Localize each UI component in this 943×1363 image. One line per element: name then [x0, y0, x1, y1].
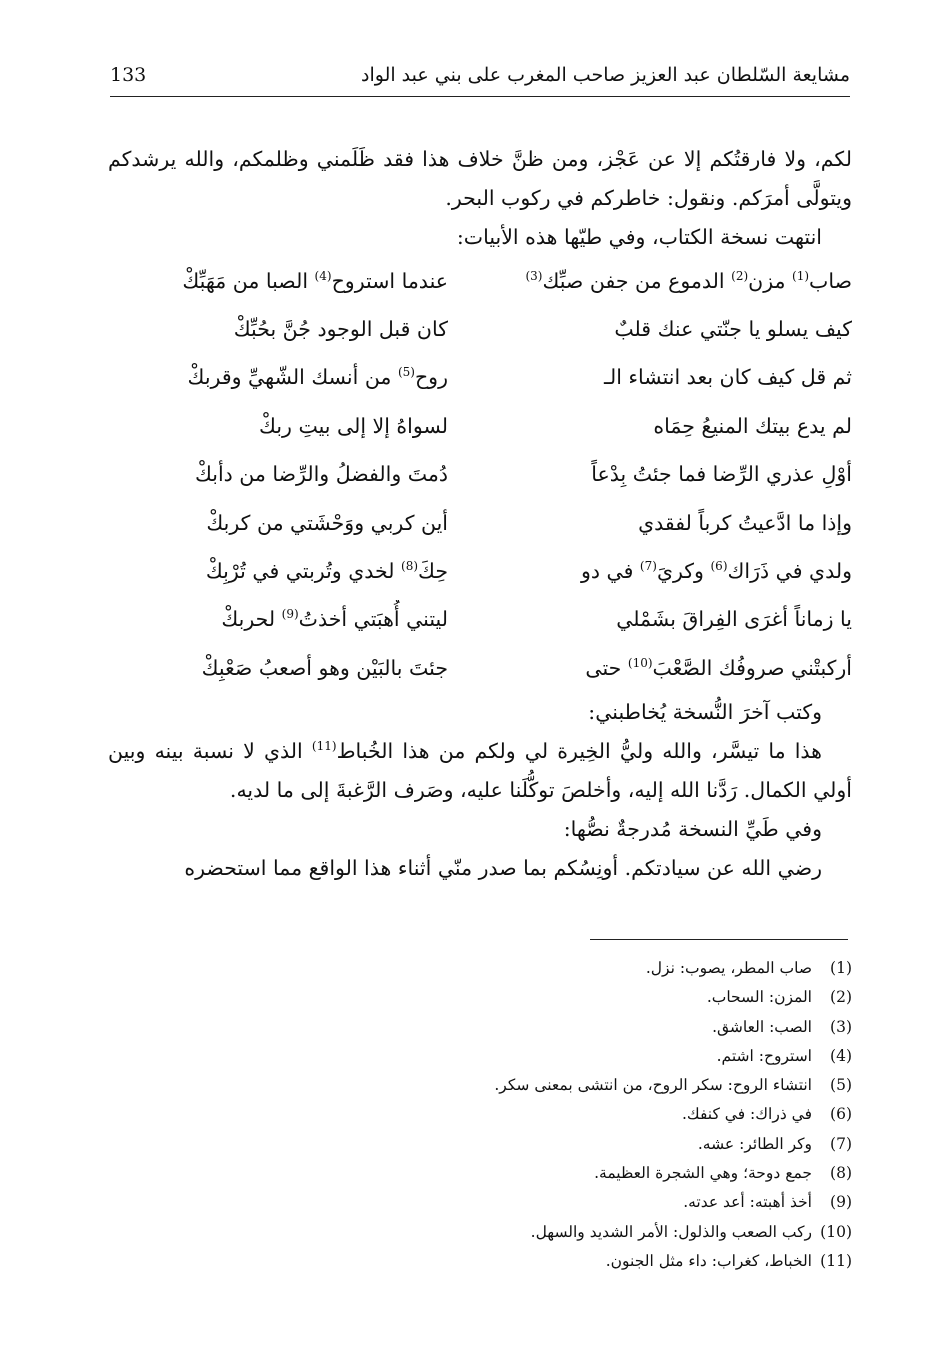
- footnote-number: (2): [830, 988, 852, 1007]
- verse-second-hemistich: لسواهُ إلا إلى بيتِ ربكْ: [259, 413, 448, 438]
- footnote: [420, 1188, 852, 1217]
- footnote-number: (5): [830, 1076, 852, 1095]
- verse-line: [108, 547, 852, 595]
- footnote-text: استروح: اشتم.: [716, 1046, 812, 1065]
- footnote: [420, 1130, 852, 1159]
- verse-second-hemistich: ليتني أُهبَتي أخذتُ$^{(9)}$ لحربكْ: [221, 607, 448, 632]
- footnote-number: (1): [830, 959, 852, 977]
- verse-first-hemistich: أوْلِ عذري الرِّضا فما جئتُ بِدْعاً: [591, 462, 852, 487]
- footnote: [420, 1247, 852, 1276]
- footnote-text: ركب الصعب والذلول: الأمر الشديد والسهل.: [530, 1222, 812, 1241]
- footnote: [420, 1159, 852, 1188]
- footnote-text: صاب المطر، يصوب: نزل.: [645, 959, 812, 977]
- verse-first-hemistich: لم يدع بيتك المنيعُ حِمَاه: [653, 413, 852, 438]
- header-rule: [110, 96, 850, 97]
- verse-second-hemistich: كان قبل الوجود جُنَّ بحُبِّكْ: [233, 317, 448, 342]
- footnote-number: (6): [830, 1105, 852, 1124]
- verse-line: [108, 402, 852, 450]
- paragraph: هذا ما تيسَّر، والله وليُّ الخِيرة لي ولكم من هذا الخُباط$^{(11)}$ الذي لا نسبة بينه وبين أولي الكمال. رَدَّنا الله إليه، وأخلصَ توكُّلَنا عليه، وصَرف الرَّغبةَ إلى ما لديه.: [108, 738, 852, 802]
- footnote: [420, 983, 852, 1012]
- verse-first-hemistich: وإذا ما ادَّعيتُ كرباً لفقدي: [638, 510, 852, 535]
- footnote-number: (7): [830, 1134, 852, 1153]
- footnote-text: أخذ أهبته: أعد عدته.: [683, 1193, 812, 1212]
- footnote-text: جمع دوحة؛ وهي الشجرة العظيمة.: [594, 1164, 812, 1183]
- footnote-separator: [590, 939, 848, 940]
- footnote: [420, 1071, 852, 1100]
- footnote-text: الخباط، كغراب: داء مثل الجنون.: [605, 1251, 812, 1270]
- footnote: [420, 1013, 852, 1042]
- verse-first-hemistich: أركبتْني صروفُك الصَّعْبَ$^{(10)}$ حتى: [585, 655, 852, 680]
- verse-line: [108, 354, 852, 402]
- running-header: [110, 54, 850, 94]
- verse-first-hemistich: يا زماناً أغرَى الفِراقَ بشَمْلي: [616, 607, 852, 632]
- main-text: [108, 140, 852, 888]
- verse-line: [108, 499, 852, 547]
- footnote-number: (11): [820, 1251, 852, 1270]
- footnote-text: المزن: السحاب.: [706, 988, 812, 1007]
- verse-second-hemistich: روح$^{(5)}$ من أنسك الشّهيِّ وقربكْ: [187, 365, 448, 390]
- verse-line: [108, 305, 852, 353]
- footnote: [420, 1218, 852, 1247]
- verse-first-hemistich: ثم قل كيف كان بعد انتشاء الـ: [603, 365, 852, 390]
- footnote-number: (9): [830, 1193, 852, 1212]
- verse-second-hemistich: حِكَ$^{(8)}$ لخدي وتُربتي في تُرْبِكْ: [205, 559, 448, 584]
- verse-second-hemistich: أين كربي ووَحْشَتي من كربكْ: [206, 510, 448, 535]
- footnote-text: انتشاء الروح: سكر الروح، من انتشى بمعنى سكر.: [494, 1076, 812, 1095]
- verse-first-hemistich: كيف يسلو يا جنّتي عنك قلبٌ: [614, 317, 852, 342]
- verse-line: [108, 451, 852, 499]
- paragraph: انتهت نسخة الكتاب، وفي طيّها هذه الأبيات:: [456, 225, 822, 249]
- footnote-number: (4): [830, 1046, 852, 1065]
- verse-line: [108, 596, 852, 644]
- paragraph: لكم، ولا فارقتُكم إلا عن عَجْز، ومن ظنَّ خلاف هذا فقد ظَلَمني وظلمكم، والله يرشدكم ويتولَّى أمرَكم. ونقول: خاطركم في ركوب البحر.: [108, 147, 852, 210]
- footnote: [420, 954, 852, 983]
- footnote-text: في ذراك: في كنفك.: [681, 1105, 812, 1124]
- paragraph: رضي الله عن سيادتكم. أونِسُكم بما صدر منّي أثناء هذا الواقع مما استحضره: [184, 855, 822, 880]
- verse-second-hemistich: دُمتَ والفضلُ والرِّضا من دأبكْ: [194, 462, 448, 487]
- verse-first-hemistich: صاب$^{(1)}$ مزن$^{(2)}$ الدموع من جفن صبِّك$^{(3)}$: [525, 268, 852, 293]
- poem: [108, 257, 852, 693]
- verse-line: [108, 644, 852, 692]
- verse-second-hemistich: جئتَ بالبَيْن وهو أصعبُ صَعْبِكْ: [201, 655, 448, 680]
- footnote-number: (10): [820, 1222, 852, 1241]
- footnote: [420, 1100, 852, 1129]
- paragraph: وكتب آخرَ النُّسخة يُخاطبني:: [588, 699, 822, 724]
- running-title: مشايعة السّلطان عبد العزيز صاحب المغرب على بني عبد الواد: [361, 64, 850, 86]
- footnote-text: الصب: العاشق.: [712, 1017, 812, 1036]
- footnote: [420, 1042, 852, 1071]
- footnote-number: (8): [830, 1164, 852, 1183]
- paragraph: وفي طَيِّ النسخة مُدرجةٌ نصُّها:: [563, 816, 822, 841]
- verse-second-hemistich: عندما استروح$^{(4)}$ الصبا من مَهَبِّكْ: [182, 268, 448, 293]
- verse-line: [108, 257, 852, 305]
- page-number: 133: [110, 64, 147, 86]
- footnote-text: وكر الطائر: عشه.: [697, 1134, 812, 1153]
- footnotes: [420, 954, 852, 1276]
- verse-first-hemistich: ولدي في ذَرَاك$^{(6)}$ وكريَ$^{(7)}$ في دو: [580, 559, 852, 584]
- footnote-number: (3): [830, 1017, 852, 1036]
